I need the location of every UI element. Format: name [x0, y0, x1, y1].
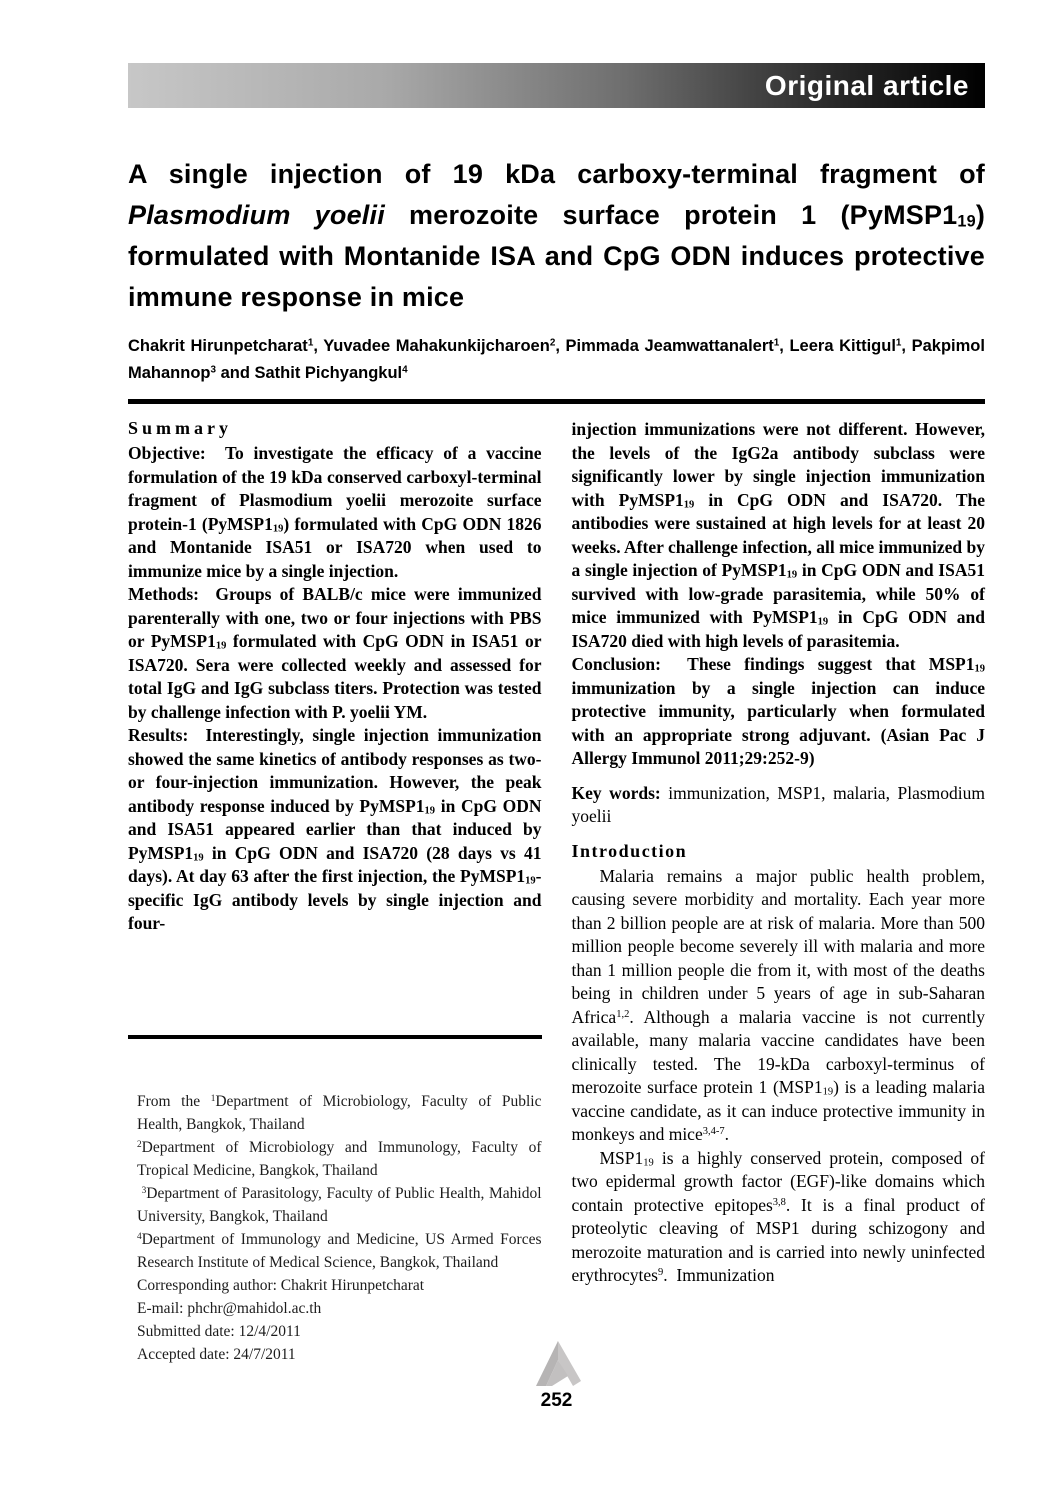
accepted-date: Accepted date: 24/7/2011: [137, 1346, 296, 1363]
two-column-body: [128, 418, 986, 1363]
affiliation-2: $^2$Department of Microbiology and Immunology, Faculty of Tropical Medicine, Bangkok, Thailand: [137, 1139, 542, 1179]
footnotes-block: [128, 1090, 542, 1366]
affiliation-1: From the $^1$Department of Microbiology, Faculty of Public Health, Bangkok, Thailand: [137, 1093, 542, 1133]
footnote-divider-rule: [128, 1035, 542, 1039]
left-column: [128, 418, 542, 1363]
corresponding-email: E-mail: phchr@mahidol.ac.th: [137, 1300, 322, 1317]
introduction-heading: Introduction: [571, 840, 688, 861]
intro-paragraph-1: Malaria remains a major public health problem, causing severe morbidity and mortality. Each year more than 2 billion people are at risk of malaria. More than 500 million people become severely ill with malaria and more than 1 million people die from it, with most of the deaths being in children under 5 years of age in sub-Saharan Africa$^{1,2}$. Although a malaria vaccine is not currently available, many malaria vaccine candidates have been clinically tested. The 19-kDa carboxyl-terminus of merozoite surface protein 1 $(MSP1_{19})$ is a leading malaria vaccine candidate, as it can induce protective immunity in monkeys and mice$^{3,4-7}$.: [571, 865, 985, 1144]
summary-methods: Methods: Groups of BALB/c mice were immunized parenterally with one, two or four injections with PBS or $PyMSP1_{19}$ formulated with CpG ODN in ISA51 or ISA720. Sera were collected weekly and assessed for total IgG and IgG subclass titers. Protection was tested by challenge infection with P. yoelii YM.: [128, 584, 542, 722]
keywords-line: Key words: immunization, MSP1, malaria, Plasmodium yoelii: [571, 782, 986, 826]
page-number: 252: [540, 1390, 573, 1411]
summary-results: Results: Interestingly, single injection immunization showed the same kinetics of antibody responses as two- or four-injection immunization. However, the peak antibody response induced by $PyMSP1_{19}$ in CpG ODN and ISA51 appeared earlier than that induced by $PyMSP1_{19}$ in CpG ODN and ISA720 (28 days vs 41 days). At day 63 after the first injection, the $PyMSP1_{19}$-specific IgG antibody levels by single injection and four-: [128, 725, 542, 933]
summary-conclusion: Conclusion: These findings suggest that $MSP1_{19}$ immunization by a single injection can induce protective immunity, particularly when formulated with an appropriate strong adjuvant. (Asian Pac J Allergy Immunol 2011;29:252-9): [571, 654, 985, 768]
article-type-label: Original article: [764, 70, 969, 101]
affiliation-4: $^4$Department of Immunology and Medicine, US Armed Forces Research Institute of Medical Science, Bangkok, Thailand: [137, 1231, 542, 1271]
submitted-date: Submitted date: 12/4/2011: [137, 1323, 301, 1340]
right-column: [572, 418, 986, 1323]
article-type-banner: [128, 63, 985, 108]
summary-heading: Summary: [128, 418, 232, 438]
summary-results-continued: injection immunizations were not different. However, the levels of the IgG2a antibody subclass were significantly lower by single injection immunization with $PyMSP1_{19}$ in CpG ODN and ISA720. The antibodies were sustained at high levels for at least 20 weeks. After challenge infection, all mice immunized by a single injection of $PyMSP1_{19}$ in CpG ODN and ISA51 survived with low-grade parasitemia, while 50% of mice immunized with $PyMSP1_{19}$ in CpG ODN and ISA720 died with high levels of parasitemia.: [571, 419, 985, 651]
article-title: A single injection of 19 kDa carboxy-terminal fragment of Plasmodium yoelii merozoite surface protein 1 $(PyMSP1_{19})$ formulated with Montanide ISA and CpG ODN induces protective immune response in mice: [128, 159, 986, 312]
affiliation-3: $^3$Department of Parasitology, Faculty of Public Health, Mahidol University, Bangkok, Thailand: [137, 1185, 542, 1225]
summary-objective: Objective: To investigate the efficacy of a vaccine formulation of the 19 kDa conserved carboxyl-terminal fragment of Plasmodium yoelii merozoite surface protein-1 $(PyMSP1_{19})$ formulated with CpG ODN 1826 and Montanide ISA51 or ISA720 when used to immunize mice by a single injection.: [128, 443, 542, 581]
intro-paragraph-2: $MSP1_{19}$ is a highly conserved protein, composed of two epidermal growth factor (EGF)-like domains which contain protective epitopes$^{3,8}$. It is a final product of proteolytic cleaving of MSP1 during schizogony and merozoite maturation and is carried into newly uninfected erythrocytes$^9$. Immunization: [571, 1147, 986, 1285]
corresponding-author: Corresponding author: Chakrit Hirunpetcharat: [137, 1277, 425, 1294]
author-list: Chakrit Hirunpetcharat$^1$, Yuvadee Mahakunkijcharoen$^2$, Pimmada Jeamwattanalert$^1$, Leera Kittigul$^1$, Pakpimol Mahannop$^3$ and Sathit Pichyangkul$^4$: [128, 337, 985, 382]
header-divider-rule: [128, 399, 985, 404]
